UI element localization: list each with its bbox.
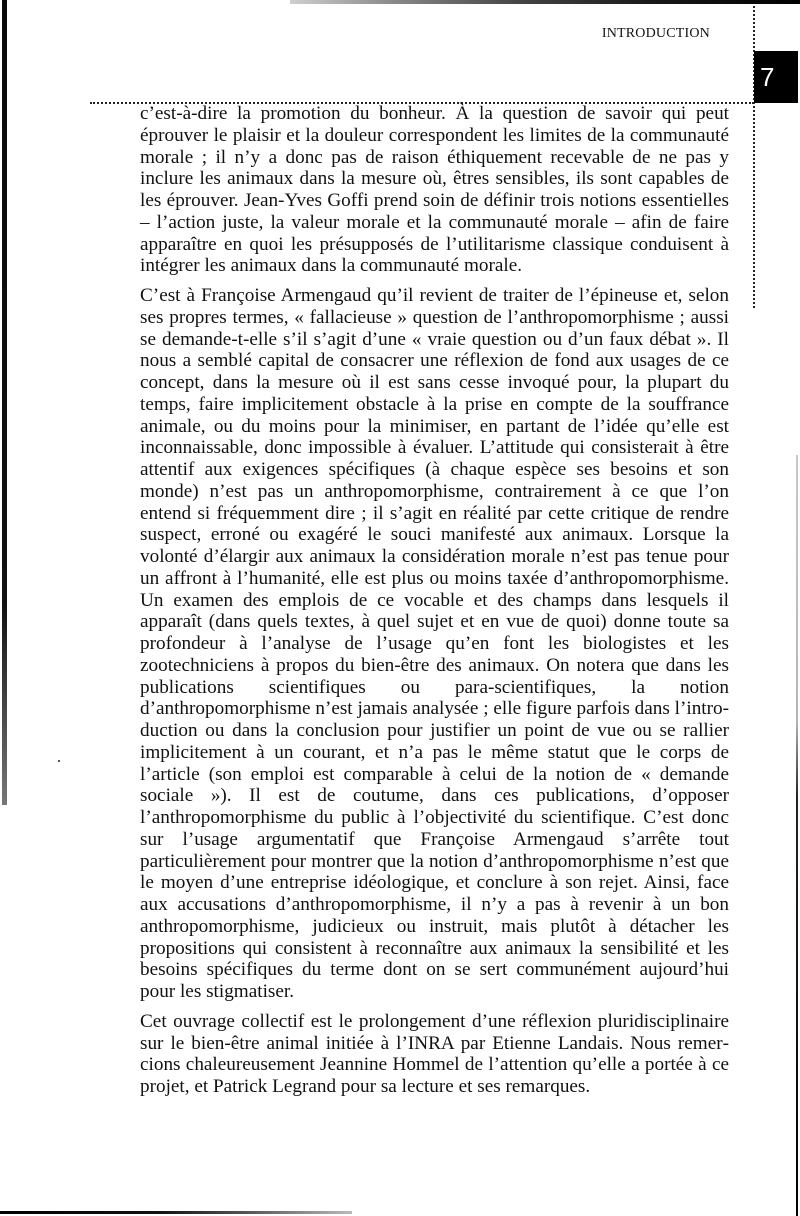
- paragraph: C’est à Françoise Armengaud qu’il revient de traiter de l’épineuse et, selon ses propres termes, « fallacieuse » question de l’anthropomorphisme ; aussi se demande-t-elle s’il s’agit d’une « vraie question ou d’un faux débat ». Il nous a semblé capital de consacrer une réflexion de fond aux usages de ce concept, dans la mesure où il est sans cesse invoqué pour, la plupart du temps, faire implicitement obstacle à la prise en compte de la souffrance animale, ou du moins pour la minimiser, en partant de l’idée qu’elle est inconnaissable, donc impossible à évaluer. L’attitude qui consisterait à être attentif aux exigences spécifiques (à chaque espèce ses besoins et son monde) n’est pas un anthropomorphisme, contrairement à ce que l’on entend si fréquemment dire ; il s’agit en réalité par cette critique de rendre suspect, erroné ou exagéré le souci manifesté aux animaux. Lorsque la volonté d’élargir aux animaux la considération morale n’est pas tenue pour un affront à l’humanité, elle est plus ou moins taxée d’anthropomorphisme. Un examen des emplois de ce vocable et des champs dans lesquels il apparaît (dans quels textes, à quel sujet et en vue de quoi) donne toute sa profondeur à l’analyse de l’usage qu’en font les biologistes et les zootechniciens à propos du bien-être des animaux. On notera que dans les publications scientifiques ou para-scientifiques, la notion d’anthropomorphisme n’est jamais analysée ; elle figure parfois dans l’introduction ou dans la conclusion pour justifier un point de vue ou se rallier implicitement à un courant, et n’a pas le même statut que le corps de l’article (son emploi est comparable à celui de la notion de « demande sociale »). Il est de coutume, dans ces publications, d’opposer l’anthropomorphisme du public à l’objectivité du scientifique. C’est donc sur l’usage argumentatif que Françoise Armengaud s’arrête tout particulièrement pour montrer que la notion d’anthropomorphisme n’est que le moyen d’une entreprise idéologique, et conclure à son rejet. Ainsi, face aux accusations d’anthropomorphisme, il n’y a pas à revenir à un bon anthropomorphisme, judicieux ou instruit, mais plutôt à détacher les propositions qui consistent à reconnaître aux animaux la sensibilité et les besoins spécifiques du terme dont on se sert communément aujourd’hui pour les stigmatiser.: [140, 285, 729, 1002]
- body-text: [140, 103, 729, 1106]
- scan-speck: [58, 760, 60, 762]
- paragraph: Cet ouvrage collectif est le prolongement d’une réflexion pluridisciplinaire sur le bien-être animal initiée à l’INRA par Etienne Landais. Nous remercions chaleureusement Jeannine Hommel de l’attention qu’elle a portée à ce projet, et Patrick Legrand pour sa lecture et ses remarques.: [140, 1010, 729, 1097]
- paragraph: c’est-à-dire la promotion du bonheur. À la question de savoir qui peut éprouver le plaisir et la douleur correspondent les limites de la communauté morale ; il n’y a donc pas de raison éthiquement recevable de ne pas y inclure les animaux dans la mesure où, êtres sensibles, ils sont capables de les éprouver. Jean-Yves Goffi prend soin de définir trois notions essentielles – l’action juste, la valeur morale et la communauté morale – afin de faire apparaître en quoi les présupposés de l’utilitarisme classique conduisent à intégrer les animaux dans la communauté morale.: [140, 103, 729, 277]
- running-head: INTRODUCTION: [601, 26, 710, 41]
- page-number-tab: [754, 51, 798, 103]
- bottom-rule: [0, 1211, 352, 1214]
- left-margin-bar: [2, 0, 7, 805]
- page-number: 7: [760, 62, 775, 92]
- top-rule: [290, 0, 800, 4]
- right-margin-line: [796, 455, 798, 1216]
